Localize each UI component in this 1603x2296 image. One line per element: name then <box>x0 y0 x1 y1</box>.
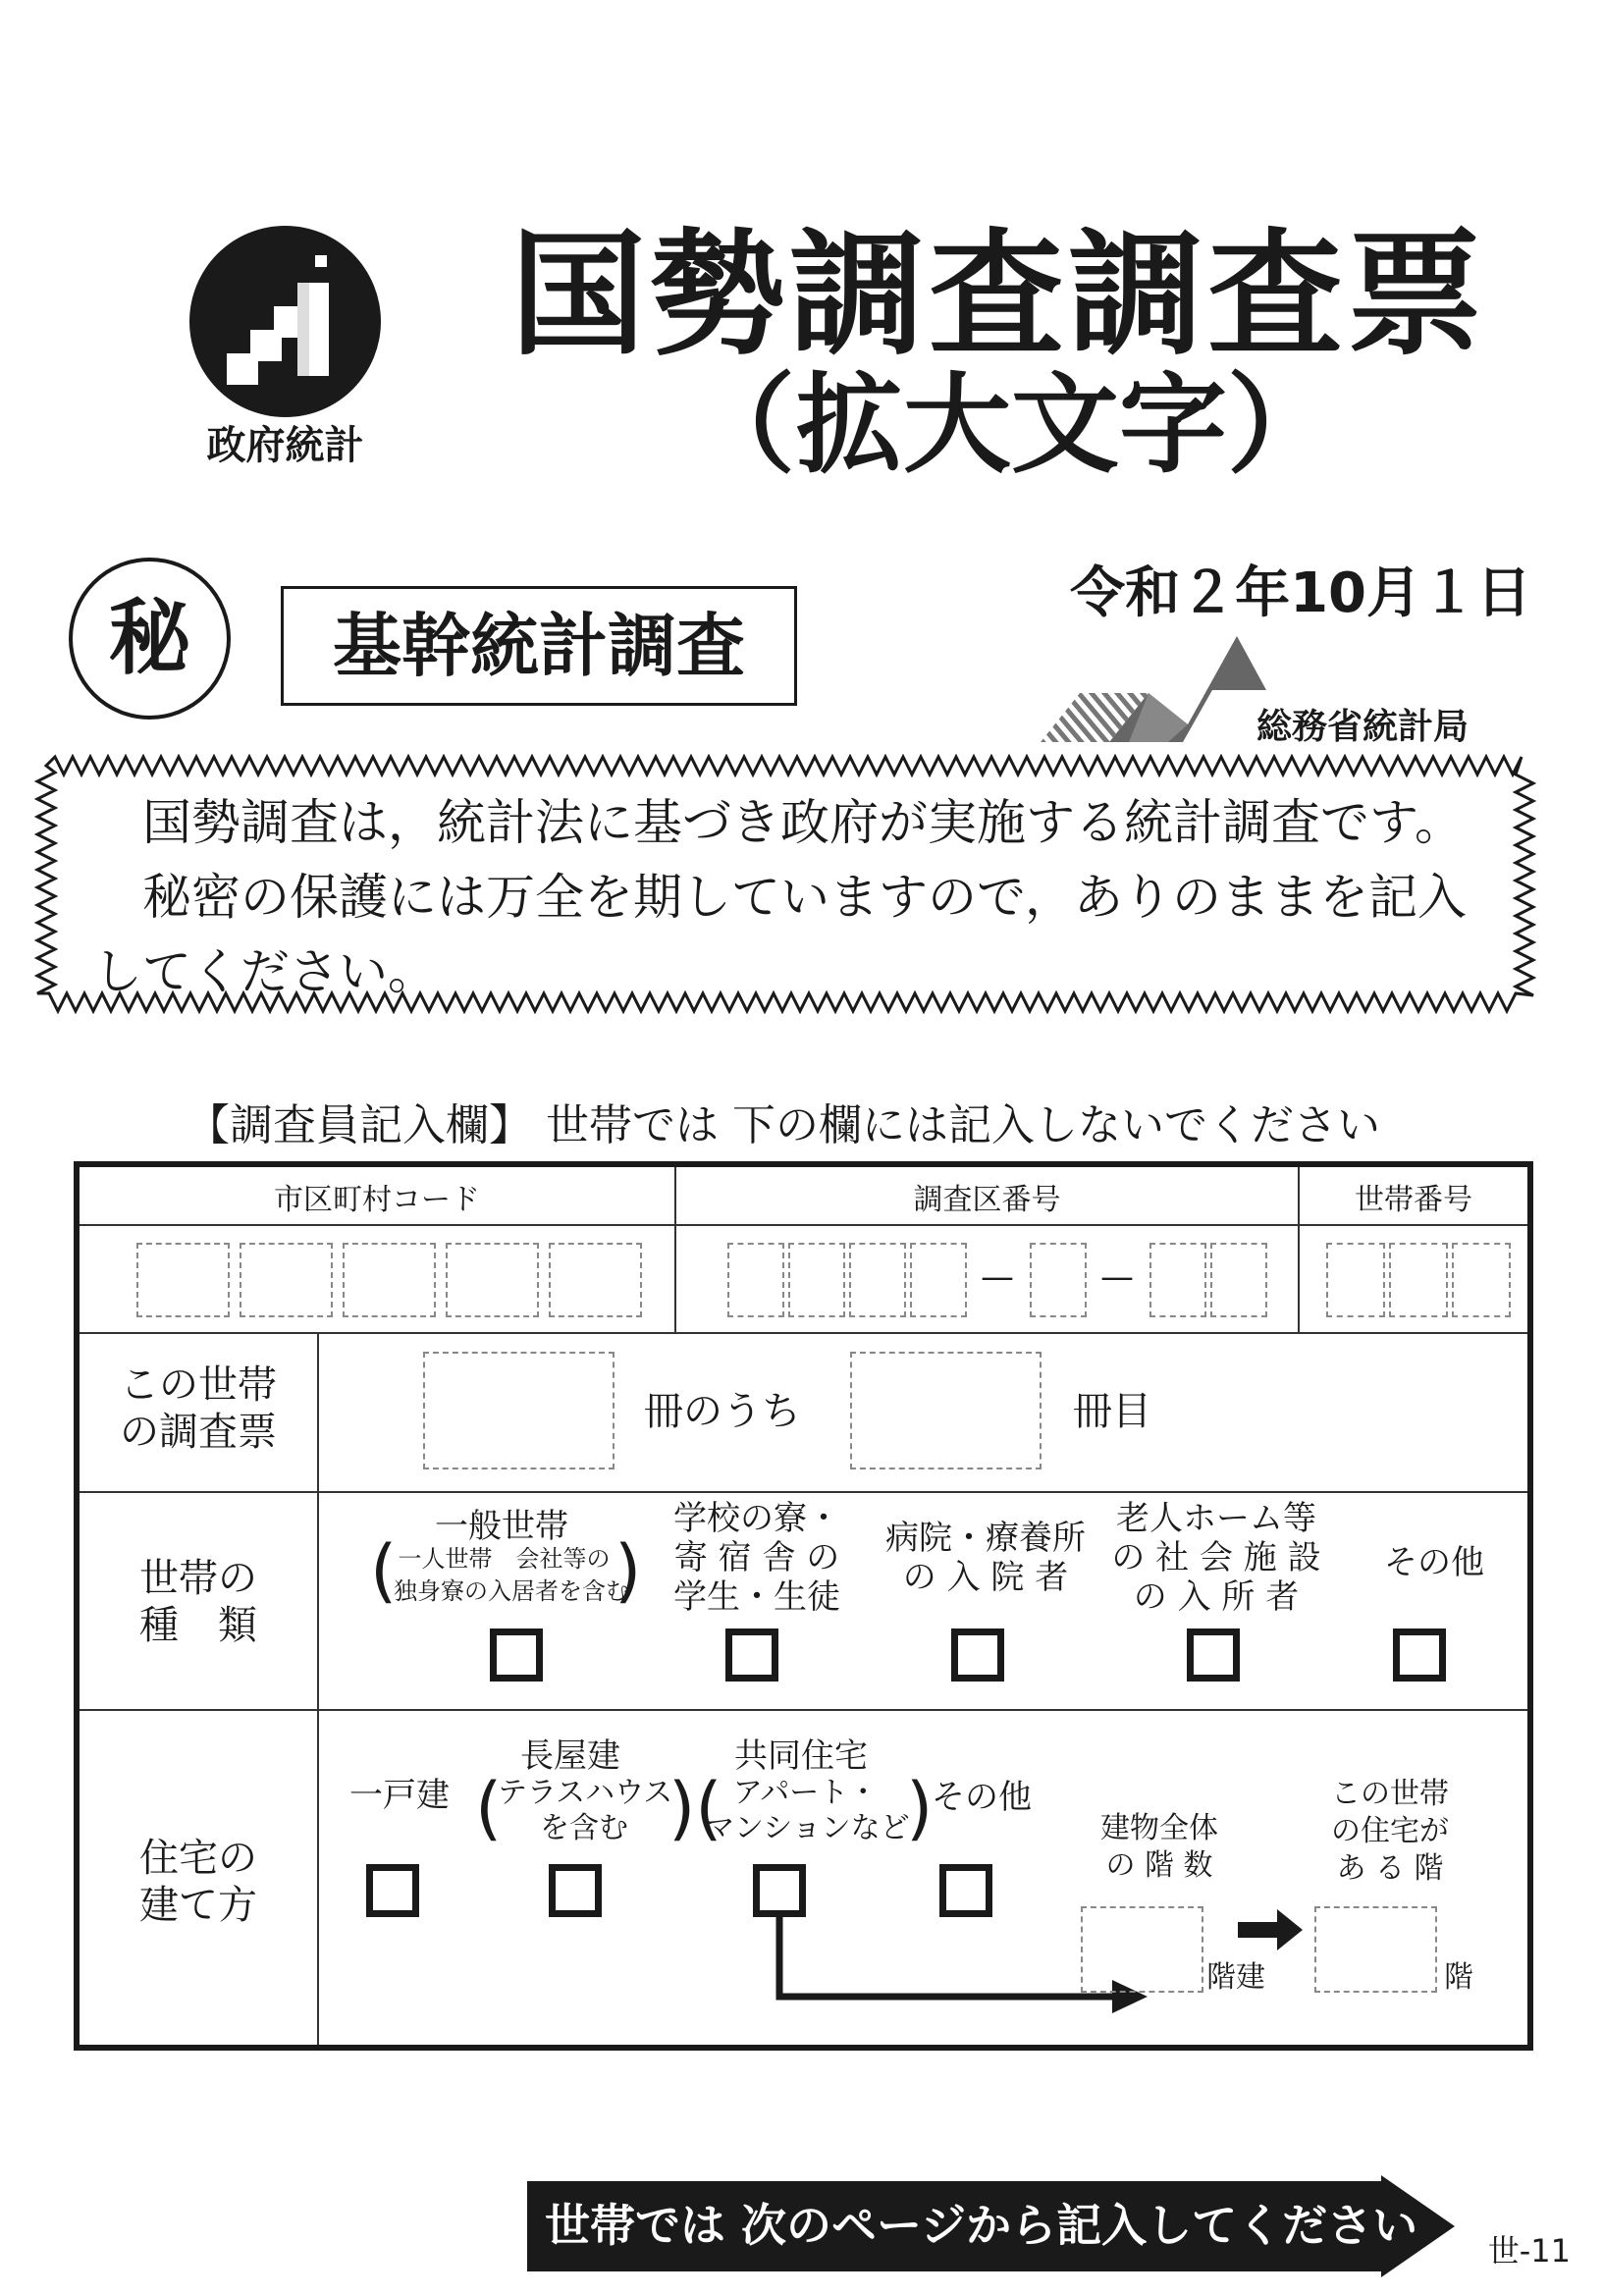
building-floors-label <box>1081 1810 1238 1885</box>
other-housing-checkbox[interactable] <box>939 1864 992 1917</box>
detached-house-checkbox[interactable] <box>366 1864 419 1917</box>
investigator-form <box>74 1161 1533 2051</box>
municipality-code-digit[interactable] <box>549 1243 642 1317</box>
hospital-inpatient-label <box>882 1519 1089 1597</box>
label-line: あ る 階 <box>1336 1851 1444 1886</box>
label-line: この世帯 <box>120 1362 277 1408</box>
note-line: テラスハウス <box>498 1776 673 1810</box>
label-line: 寄 宿 舎 の <box>673 1538 840 1577</box>
district-number-digit[interactable] <box>1210 1243 1267 1317</box>
booklet-row-label <box>80 1362 317 1456</box>
label-line: 世帯の <box>139 1556 257 1601</box>
page-code: 世-11 <box>1487 2232 1571 2269</box>
other-household-checkbox[interactable] <box>1393 1629 1446 1682</box>
label-line: の調査票 <box>120 1410 277 1455</box>
note-line: アパート・ <box>732 1776 879 1810</box>
next-page-instruction: 世帯では 次のページから記入してください <box>545 2199 1418 2252</box>
apartment-note <box>705 1776 910 1846</box>
government-statistics-logo <box>189 226 381 417</box>
apartment-checkbox[interactable] <box>753 1864 806 1917</box>
social-facility-checkbox[interactable] <box>1187 1629 1240 1682</box>
code-separator: — <box>981 1257 1014 1297</box>
household-number-digit[interactable] <box>1326 1243 1385 1317</box>
label-line: 建て方 <box>139 1883 257 1928</box>
open-paren: ( <box>370 1530 398 1611</box>
note-line: マンションなど <box>705 1811 910 1845</box>
label-line: の住宅が <box>1331 1814 1449 1848</box>
investigator-section-heading: 【調査員記入欄】 世帯では 下の欄には記入しないでください <box>187 1100 1380 1150</box>
label-line: の 入 院 者 <box>902 1558 1069 1597</box>
row-house-label: 長屋建 <box>520 1736 620 1776</box>
survey-date: 令和２年10月１日 <box>1070 561 1531 625</box>
label-line: この世帯 <box>1331 1777 1449 1811</box>
district-number-digit[interactable] <box>1149 1243 1206 1317</box>
district-number-header: 調査区番号 <box>913 1183 1061 1217</box>
label-line: 学校の寮・ <box>673 1499 840 1538</box>
statistics-bureau-logo-icon <box>1041 636 1276 749</box>
note-line: 一人世帯 会社等の <box>398 1545 611 1573</box>
social-facility-resident-label <box>1108 1499 1324 1617</box>
household-number-digit[interactable] <box>1452 1243 1511 1317</box>
municipality-code-header: 市区町村コード <box>274 1183 480 1217</box>
dormitory-student-checkbox[interactable] <box>725 1629 778 1682</box>
close-paren: )( <box>668 1768 722 1848</box>
apartment-label: 共同住宅 <box>734 1736 868 1776</box>
label-line: 建物全体 <box>1100 1811 1218 1845</box>
booklet-number-input[interactable] <box>850 1352 1042 1469</box>
code-separator: — <box>1100 1257 1134 1297</box>
hospital-inpatient-checkbox[interactable] <box>951 1629 1004 1682</box>
household-number-header: 世帯番号 <box>1355 1183 1472 1217</box>
core-survey-label: 基幹統計調査 <box>281 586 797 706</box>
notice-line: 国勢調査は，統計法に基づき政府が実施する統計調査です。 <box>142 794 1464 851</box>
district-number-digit[interactable] <box>849 1243 906 1317</box>
notice-line: 秘密の保護には万全を期していますので，ありのままを記入 <box>142 869 1467 926</box>
household-type-label <box>80 1555 317 1649</box>
general-household-note <box>394 1543 629 1608</box>
dormitory-student-label <box>668 1499 845 1617</box>
logo-label: 政府統計 <box>206 423 364 468</box>
label-line: の 入 所 者 <box>1133 1577 1300 1617</box>
district-number-digit[interactable] <box>1030 1243 1087 1317</box>
municipality-code-digit[interactable] <box>136 1243 230 1317</box>
total-booklets-input[interactable] <box>423 1352 614 1469</box>
of-total-label: 冊のうち <box>644 1389 801 1434</box>
building-floors-input[interactable] <box>1081 1906 1203 1993</box>
label-line: 種 類 <box>139 1603 257 1648</box>
floor-located-label <box>1307 1776 1473 1888</box>
label-line: の 階 数 <box>1105 1848 1213 1883</box>
housing-type-label <box>80 1835 317 1929</box>
row-house-note <box>498 1776 673 1846</box>
statistics-logo-icon <box>189 226 381 417</box>
nth-booklet-label: 冊目 <box>1073 1389 1151 1434</box>
other-household-label: その他 <box>1384 1543 1484 1582</box>
household-number-digit[interactable] <box>1389 1243 1448 1317</box>
label-line: の 社 会 施 設 <box>1111 1538 1321 1577</box>
municipality-code-digit[interactable] <box>240 1243 333 1317</box>
privacy-notice <box>93 785 1526 1009</box>
right-arrow-icon <box>1238 1905 1307 1954</box>
note-line: を含む <box>540 1811 628 1845</box>
municipality-code-digit[interactable] <box>446 1243 539 1317</box>
municipality-code-digit[interactable] <box>343 1243 436 1317</box>
notice-line: してください。 <box>93 943 437 1000</box>
district-number-digit[interactable] <box>727 1243 784 1317</box>
label-line: 老人ホーム等 <box>1116 1499 1316 1538</box>
district-number-digit[interactable] <box>910 1243 967 1317</box>
label-line: 住宅の <box>139 1836 257 1881</box>
district-number-digit[interactable] <box>788 1243 845 1317</box>
floor-unit-label: 階 <box>1444 1960 1473 1995</box>
confidential-mark: 秘 <box>69 558 231 720</box>
detached-house-label: 一戸建 <box>349 1776 450 1815</box>
general-household-label: 一般世帯 <box>435 1507 568 1546</box>
row-house-checkbox[interactable] <box>549 1864 602 1917</box>
close-paren: ) <box>614 1530 642 1611</box>
statistics-bureau-label: 総務省統計局 <box>1256 707 1469 747</box>
label-line: 病院・療養所 <box>885 1519 1086 1558</box>
floors-unit-label: 階建 <box>1206 1960 1265 1995</box>
general-household-checkbox[interactable] <box>490 1629 543 1682</box>
note-line: 独身寮の入居者を含む <box>394 1577 629 1605</box>
label-line: 学生・生徒 <box>673 1577 840 1617</box>
page-subtitle: （拡大文字） <box>687 362 1335 488</box>
open-paren: ( <box>475 1768 503 1848</box>
floor-located-input[interactable] <box>1314 1906 1437 1993</box>
other-housing-label: その他 <box>932 1778 1032 1817</box>
close-paren: ) <box>906 1768 934 1848</box>
page-title: 国勢調査調査票 <box>510 216 1487 374</box>
